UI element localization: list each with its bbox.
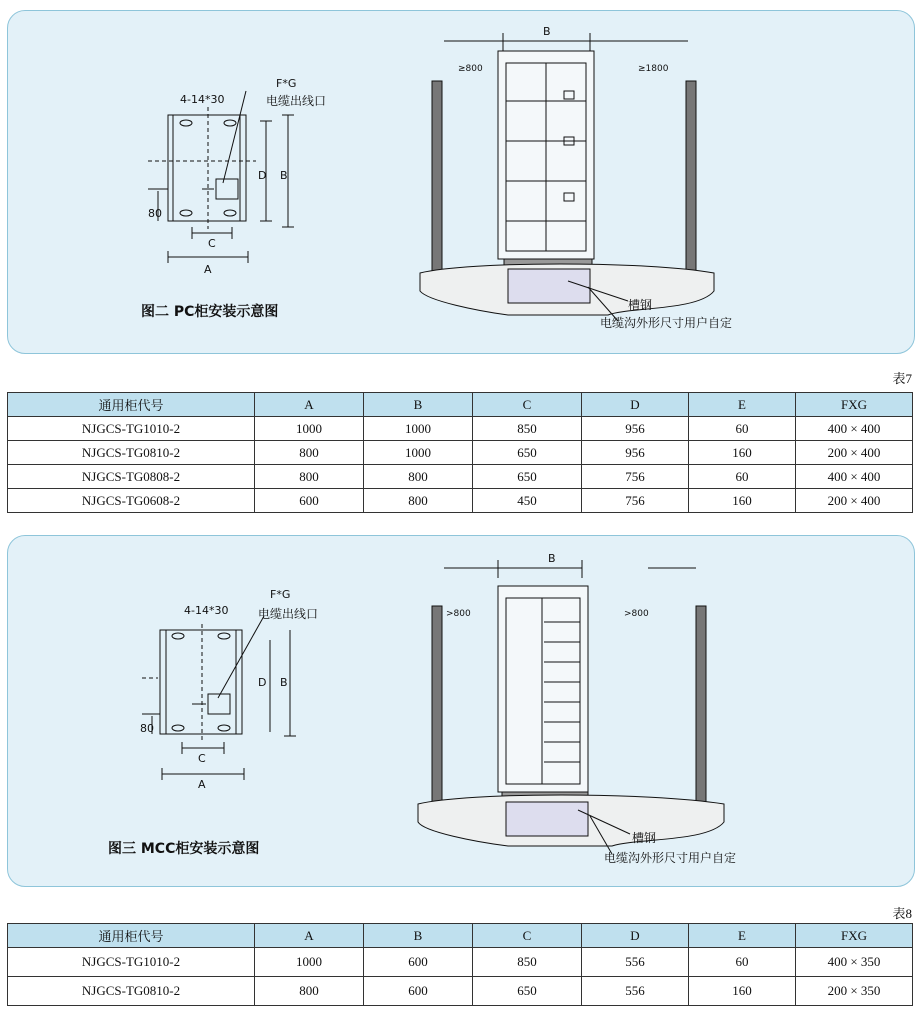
- cell-e: 60: [689, 417, 796, 441]
- cell-d: 556: [582, 948, 689, 977]
- col-header-a: A: [255, 393, 364, 417]
- cable-outlet-opening: [216, 179, 238, 199]
- cable-outlet-label: 电缆出线口: [266, 94, 327, 108]
- figure2-panel: [7, 10, 915, 354]
- cell-fxg: 200 × 400: [796, 441, 913, 465]
- cell-fxg: 400 × 400: [796, 417, 913, 441]
- cell-code: NJGCS-TG0810-2: [8, 441, 255, 465]
- cell-b: 1000: [364, 441, 473, 465]
- col-header-d: D: [582, 924, 689, 948]
- col-header-b: B: [364, 393, 473, 417]
- col-header-b: B: [364, 924, 473, 948]
- gap-right-label: ≥1800: [638, 64, 669, 74]
- cell-fxg: 400 × 400: [796, 465, 913, 489]
- figure3-panel: [7, 535, 915, 887]
- fg-label: F*G: [276, 77, 297, 90]
- cell-e: 160: [689, 489, 796, 513]
- table7-header-row: [8, 393, 913, 417]
- cell-b: 1000: [364, 417, 473, 441]
- right-wall: [686, 81, 696, 277]
- channel-steel-label: 槽钢: [628, 298, 653, 312]
- table-row: [8, 977, 913, 1006]
- dim-c-label: C: [198, 752, 206, 765]
- gap-left-label: ≥800: [458, 64, 483, 74]
- cell-d: 556: [582, 977, 689, 1006]
- figure3-caption: 图三 MCC柜安装示意图: [108, 841, 260, 857]
- cabinet-footprint: [160, 630, 242, 734]
- col-header-fxg: FXG: [796, 393, 913, 417]
- cell-e: 60: [689, 465, 796, 489]
- cell-a: 800: [255, 441, 364, 465]
- cell-code: NJGCS-TG0608-2: [8, 489, 255, 513]
- cell-b: 600: [364, 977, 473, 1006]
- elevation-view: [418, 560, 724, 854]
- col-header-a: A: [255, 924, 364, 948]
- col-header-c: C: [473, 393, 582, 417]
- col-header-fxg: FXG: [796, 924, 913, 948]
- cell-c: 650: [473, 441, 582, 465]
- trench-note-label: 电缆沟外形尺寸用户自定: [604, 851, 737, 865]
- table-row: [8, 948, 913, 977]
- figure2-caption: 图二 PC柜安装示意图: [141, 304, 279, 320]
- elev-dim-b-label: B: [548, 552, 556, 565]
- dim-a-label: A: [198, 778, 206, 791]
- table7: [7, 392, 913, 513]
- cell-e: 160: [689, 977, 796, 1006]
- dim-a-label: A: [204, 263, 212, 276]
- table8-label: 表8: [892, 906, 912, 921]
- elevation-view: [420, 33, 714, 321]
- cell-a: 800: [255, 977, 364, 1006]
- cell-fxg: 200 × 400: [796, 489, 913, 513]
- cell-b: 800: [364, 465, 473, 489]
- mcc-cabinet-installation-diagram: [8, 536, 914, 886]
- table-row: [8, 417, 913, 441]
- cell-d: 956: [582, 417, 689, 441]
- cell-e: 60: [689, 948, 796, 977]
- cell-c: 650: [473, 977, 582, 1006]
- cell-c: 450: [473, 489, 582, 513]
- cell-code: NJGCS-TG1010-2: [8, 417, 255, 441]
- table-row: [8, 441, 913, 465]
- cell-d: 756: [582, 465, 689, 489]
- cell-code: NJGCS-TG1010-2: [8, 948, 255, 977]
- dim-80-label: 80: [148, 207, 162, 220]
- cell-b: 600: [364, 948, 473, 977]
- dim-c-label: C: [208, 237, 216, 250]
- mcc-cabinet-front: [498, 586, 588, 792]
- hole-spec-label: 4-14*30: [184, 604, 229, 617]
- cell-e: 160: [689, 441, 796, 465]
- gap-right-label: >800: [624, 609, 649, 619]
- dim-80-label: 80: [140, 722, 154, 735]
- fg-label: F*G: [270, 588, 291, 601]
- hole-spec-label: 4-14*30: [180, 93, 225, 106]
- right-wall: [696, 606, 706, 812]
- col-header-e: E: [689, 924, 796, 948]
- cell-d: 956: [582, 441, 689, 465]
- dim-b-label: B: [280, 676, 288, 689]
- table-row: [8, 489, 913, 513]
- cell-b: 800: [364, 489, 473, 513]
- dim-d-label: D: [258, 169, 267, 182]
- cell-code: NJGCS-TG0808-2: [8, 465, 255, 489]
- col-header-code: 通用柜代号: [8, 924, 255, 948]
- col-header-code: 通用柜代号: [8, 393, 255, 417]
- cell-a: 1000: [255, 417, 364, 441]
- cell-fxg: 400 × 350: [796, 948, 913, 977]
- cell-code: NJGCS-TG0810-2: [8, 977, 255, 1006]
- col-header-d: D: [582, 393, 689, 417]
- table8: [7, 923, 913, 1006]
- dim-d-label: D: [258, 676, 267, 689]
- plan-view: [142, 616, 296, 780]
- cell-c: 850: [473, 417, 582, 441]
- col-header-e: E: [689, 393, 796, 417]
- table-row: [8, 465, 913, 489]
- cell-a: 800: [255, 465, 364, 489]
- table7-label: 表7: [892, 371, 912, 386]
- dim-b-label: B: [280, 169, 288, 182]
- elev-dim-b-label: B: [543, 25, 551, 38]
- cable-outlet-label: 电缆出线口: [258, 607, 319, 621]
- left-wall: [432, 606, 442, 812]
- cell-d: 756: [582, 489, 689, 513]
- gap-left-label: >800: [446, 609, 471, 619]
- cell-a: 1000: [255, 948, 364, 977]
- col-header-c: C: [473, 924, 582, 948]
- table8-header-row: [8, 924, 913, 948]
- left-wall: [432, 81, 442, 277]
- plan-view: [148, 91, 294, 263]
- cell-a: 600: [255, 489, 364, 513]
- cabinet-footprint: [168, 115, 246, 221]
- trench-note-label: 电缆沟外形尺寸用户自定: [600, 316, 733, 330]
- cell-c: 650: [473, 465, 582, 489]
- channel-steel-label: 槽钢: [632, 831, 657, 845]
- cell-fxg: 200 × 350: [796, 977, 913, 1006]
- cell-c: 850: [473, 948, 582, 977]
